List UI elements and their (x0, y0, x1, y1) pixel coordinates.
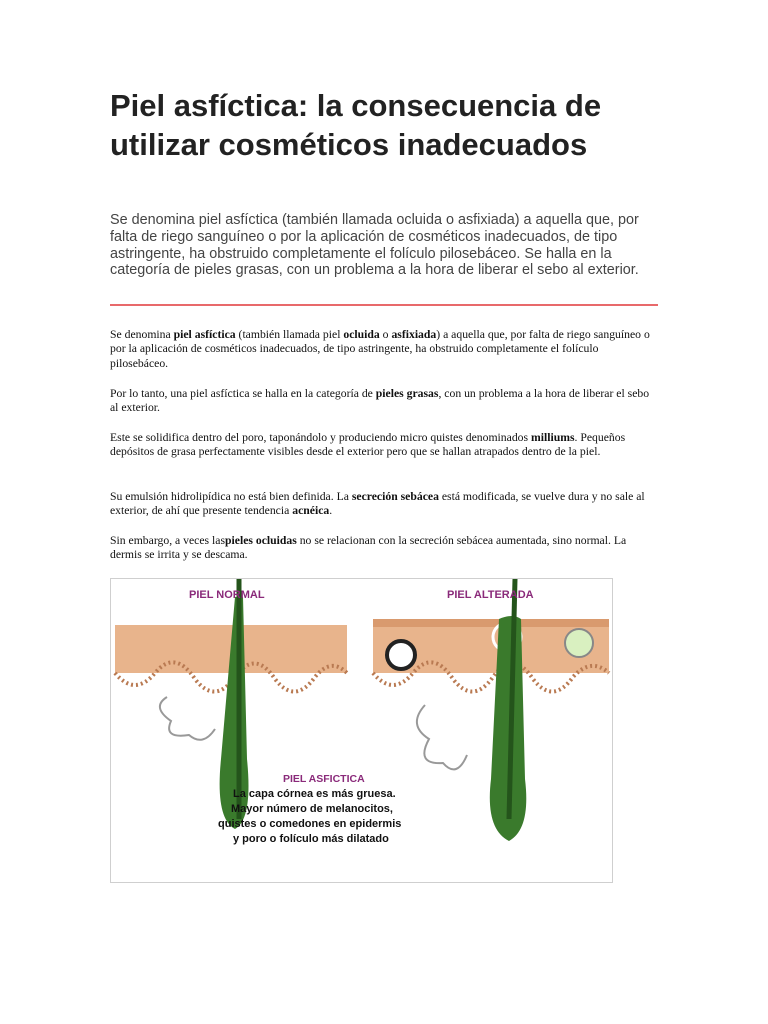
paragraph-5: Sin embargo, a veces laspieles ocluidas no se relacionan con la secreción sebácea aumentada, sino normal. La dermis se irrita y se descama. (110, 534, 627, 562)
paragraph-1: Se denomina piel asfíctica (también llamada piel ocluida o asfixiada) a aquella que, por falta de riego sanguíneo o por la aplicación de cosméticos inadecuados, de tipo astringente, ha obstruido completamente el folículo pilosebáceo. (110, 328, 650, 370)
caption-line-4: y poro o folículo más dilatado (233, 833, 389, 845)
altered-skin-panel (373, 579, 609, 841)
cyst-icon (387, 641, 415, 669)
altered-sebaceous-gland (417, 705, 467, 769)
skin-illustration (111, 579, 612, 882)
caption-line-1: La capa córnea es más gruesa. (233, 788, 396, 800)
paragraph-3: Este se solidifica dentro del poro, taponándolo y produciendo micro quistes denominados milliums. Pequeños depósitos de grasa perfectamente visibles desde el exterior pero que se hallan atrapados dentro de la piel. (110, 431, 626, 459)
article-summary: Se denomina piel asfíctica (también llamada ocluida o asfixiada) a aquella que, por falta de riego sanguíneo o por la aplicación de cosméticos inadecuados, de tipo astringente, ha obstruido completamente el folículo pilosebáceo. Se halla en la categoría de pieles grasas, con un problema a la hora de liberar el sebo al exterior. (110, 212, 639, 279)
paragraph-4: Su emulsión hidrolipídica no está bien definida. La secreción sebácea está modificada, se vuelve dura y no sale al exterior, de ahí que presente tendencia acnéica. (110, 490, 645, 518)
altered-thick-corneum (373, 619, 609, 627)
skin-comparison-figure (110, 578, 613, 883)
caption-title: PIEL ASFICTICA (283, 773, 365, 785)
label-altered: PIEL ALTERADA (447, 589, 534, 601)
comedone-icon (565, 629, 593, 657)
paragraph-2: Por lo tanto, una piel asfíctica se halla en la categoría de pieles grasas, con un problema a la hora de liberar el sebo al exterior. (110, 387, 650, 415)
caption-line-3: quistes o comedones en epidermis (218, 818, 402, 830)
caption-line-2: Mayor número de melanocitos, (231, 803, 393, 815)
normal-sebaceous-gland (160, 697, 215, 740)
label-normal: PIEL NORMAL (189, 589, 265, 601)
article-title: Piel asfíctica: la consecuencia de utilizar cosméticos inadecuados (110, 88, 602, 162)
section-divider (110, 304, 658, 306)
